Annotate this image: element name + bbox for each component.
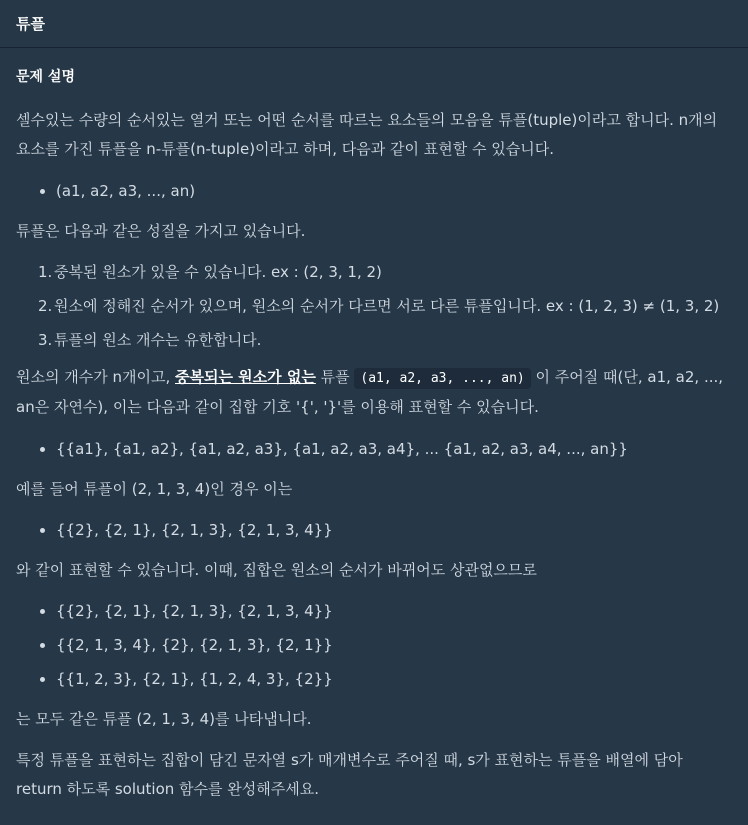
emphasis-no-duplicates: 중복되는 원소가 없는: [175, 368, 316, 386]
inline-code: (a1, a2, a3, ..., an): [354, 368, 530, 389]
list-item: {{2}, {2, 1}, {2, 1, 3}, {2, 1, 3, 4}}: [16, 597, 732, 625]
list-item: [16, 292, 732, 320]
order-paragraph: 와 같이 표현할 수 있습니다. 이때, 집합은 원소의 순서가 바뀌어도 상관없으므로: [16, 561, 537, 579]
set-notation-list: [16, 435, 732, 463]
properties-intro: 튜플은 다음과 같은 성질을 가지고 있습니다.: [16, 222, 306, 240]
list-item: (a1, a2, a3, ..., an): [16, 177, 732, 205]
list-item: [16, 326, 732, 354]
list-item: {{1, 2, 3}, {2, 1}, {1, 2, 4, 3}, {2}}: [16, 665, 732, 693]
list-item: [16, 258, 732, 286]
conclusion-paragraph: 는 모두 같은 튜플 (2, 1, 3, 4)를 나타냅니다.: [16, 710, 312, 728]
example-list: [16, 516, 732, 544]
intro-paragraph: 셀수있는 수량의 순서있는 열거 또는 어떤 순서를 따르는 요소들의 모음을 튜플(tuple)이라고 합니다. n개의 요소를 가진 튜플을 n-튜플(n-tuple)이라고 하며, 다음과 같이 표현할 수 있습니다.: [16, 111, 718, 158]
problem-header: [0, 0, 748, 48]
problem-description: [0, 48, 748, 804]
list-number: 1.: [38, 263, 53, 281]
list-number: 2.: [38, 297, 53, 315]
list-number: 3.: [38, 331, 53, 349]
properties-list: [16, 258, 732, 354]
list-text: 원소에 정해진 순서가 있으며, 원소의 순서가 다르면 서로 다른 튜플입니다. ex : (1, 2, 3) ≠ (1, 3, 2): [54, 297, 720, 315]
problem-title: 튜플: [16, 15, 45, 33]
text-span: 이 주어질 때(단, a1, a2, ..., an은 자연수), 이는 다음과 같이 집합 기호 '{', '}'를 이용해 표현할 수 있습니다.: [16, 368, 724, 416]
task-paragraph: 특정 튜플을 표현하는 집합이 담긴 문자열 s가 매개변수로 주어질 때, s가 표현하는 튜플을 배열에 담아 return 하도록 solution 함수를 완성해주세요.: [16, 751, 683, 798]
example-paragraph: 예를 들어 튜플이 (2, 1, 3, 4)인 경우 이는: [16, 480, 293, 498]
set-notation-paragraph: [16, 363, 732, 422]
text-span: 원소의 개수가 n개이고,: [16, 368, 175, 386]
text-span: 튜플: [315, 368, 355, 386]
list-text: 중복된 원소가 있을 수 있습니다. ex : (2, 3, 1, 2): [54, 263, 382, 281]
list-item: {{2, 1, 3, 4}, {2}, {2, 1, 3}, {2, 1}}: [16, 631, 732, 659]
tuple-notation-list: [16, 177, 732, 205]
list-text: 튜플의 원소 개수는 유한합니다.: [54, 331, 262, 349]
list-item: {{a1}, {a1, a2}, {a1, a2, a3}, {a1, a2, a3, a4}, ... {a1, a2, a3, a4, ..., an}}: [16, 435, 732, 463]
section-heading: 문제 설명: [16, 69, 75, 85]
list-item: {{2}, {2, 1}, {2, 1, 3}, {2, 1, 3, 4}}: [16, 516, 732, 544]
equivalent-sets-list: [16, 597, 732, 693]
